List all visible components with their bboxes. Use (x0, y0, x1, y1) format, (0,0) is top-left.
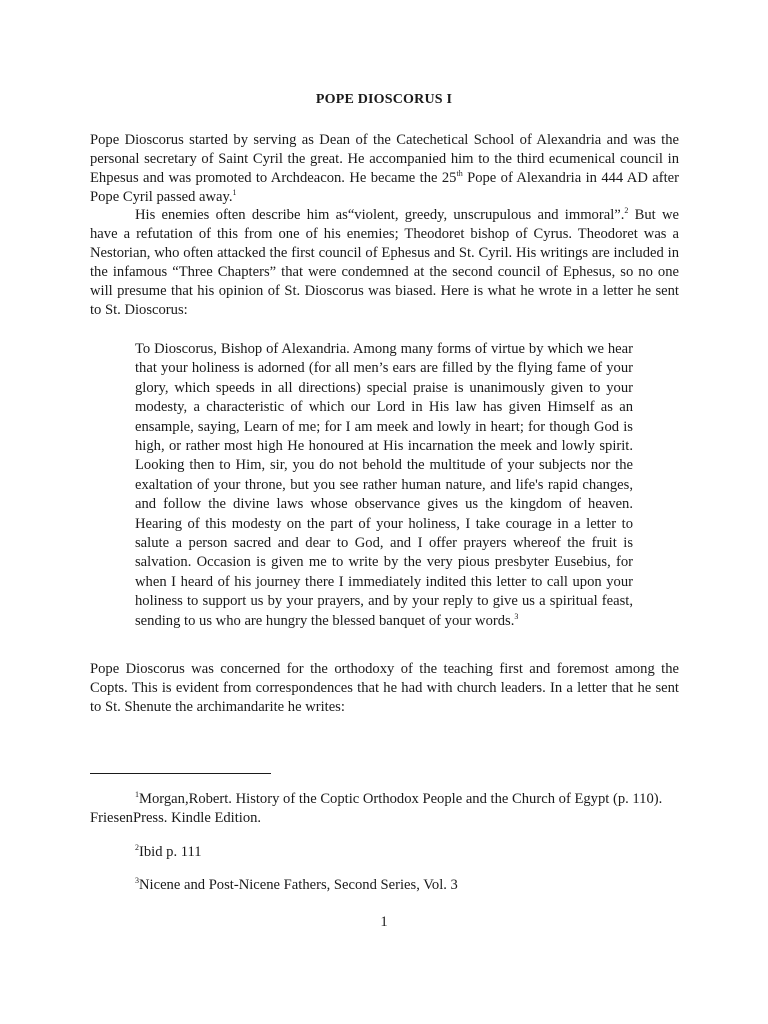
footnote-3-number: 3 (135, 876, 139, 886)
footnote-2-text: Ibid p. 111 (139, 844, 202, 860)
paragraph-enemies-text-a: His enemies often describe him as“violent, greedy, unscrupulous and immoral”. (135, 207, 625, 223)
footnote-ref-3[interactable]: 3 (514, 611, 519, 621)
footnote-separator (90, 773, 271, 774)
page-number: 1 (380, 914, 388, 930)
footnote-ref-2[interactable]: 2 (624, 206, 629, 216)
footnote-1-text: Morgan,Robert. History of the Coptic Orthodox People and the Church of Egypt (p. 110). FriesenPress. Kindle Edition. (90, 791, 663, 826)
paragraph-intro (90, 131, 679, 207)
footnote-3 (90, 876, 679, 895)
superscript-th: th (456, 168, 463, 178)
paragraph-intro-text-b: Pope of Alexandria in 444 AD after Pope Cyril passed away. (90, 169, 679, 205)
footnote-3-text: Nicene and Post-Nicene Fathers, Second Series, Vol. 3 (139, 877, 458, 893)
paragraph-orthodoxy: Pope Dioscorus was concerned for the orthodoxy of the teaching first and foremost among the Copts. This is evident from correspondences that he had with church leaders. In a letter that he sent to St. Shenute the archimandarite he writes: (90, 661, 679, 715)
footnote-ref-1[interactable]: 1 (232, 187, 237, 197)
paragraph-intro-text-a: Pope Dioscorus started by serving as Dean of the Catechetical School of Alexandria and was the personal secretary of Saint Cyril the great. He accompanied him to the third ecumenical council in Ehpesus and was promoted to Archdeacon. He became the 25 (90, 132, 679, 186)
block-quote-letter (135, 340, 633, 631)
block-quote-text: To Dioscorus, Bishop of Alexandria. Among many forms of virtue by which we hear that your holiness is adorned (for all men’s ears are filled by the flying fame of your glory, which speeds in all directions) special praise is unanimously given to your modesty, a characteristic of which our Lord in His law has given Himself as an ensample, saying, Learn of me; for I am meek and lowly in heart; for though God is high, or rather most high He honoured at His incarnation the meek and lowly spirit. Looking then to Him, sir, you do not behold the multitude of your subjects nor the exaltation of your throne, but you see rather human nature, and life's rapid changes, and follow the divine laws whose observance gives us the kingdom of heaven. Hearing of this modesty on the part of your holiness, I take courage in a letter to salute a person sacred and dear to God, and I offer prayers whereof the fruit is salvation. Occasion is given me to write by the very pious presbyter Eusebius, for when I heard of his journey there I immediately indited this letter to call upon your holiness to support us by your prayers, and by your reply to give us a spiritual feast, sending to us who are hungry the blessed banquet of your words. (135, 341, 633, 629)
footnote-2 (90, 843, 679, 862)
page-title: POPE DIOSCORUS I (315, 92, 453, 107)
paragraph-enemies (90, 206, 679, 319)
footnote-1-number: 1 (135, 790, 139, 800)
footnote-2-number: 2 (135, 843, 139, 853)
paragraph-enemies-text-b: But we have a refutation of this from one of his enemies; Theodoret bishop of Cyrus. Theodoret was a Nestorian, who often attacked the first council of Ephesus and St. Cyril. His writings are included in the infamous “Three Chapters” that were condemned at the second council of Ephesus, so no one will presume that his opinion of St. Dioscorus was biased. Here is what he wrote in a letter he sent to St. Dioscorus: (90, 207, 679, 318)
footnote-1 (90, 790, 679, 828)
